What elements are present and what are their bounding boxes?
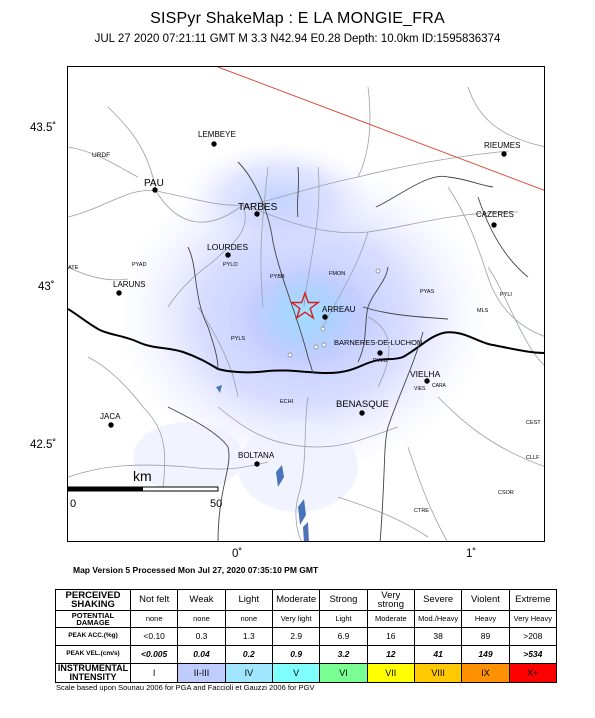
map-canvas (68, 67, 545, 542)
event-info: JUL 27 2020 07:21:11 GMT M 3.3 N42.94 E0.28 Depth: 10.0km ID:1595836374 (94, 33, 501, 45)
shaking-cell: Moderate (272, 590, 319, 611)
intensity-legend (55, 589, 557, 683)
damage-cell: none (225, 611, 272, 628)
station-echi: ECHI (280, 399, 294, 405)
pga-cell: 38 (414, 628, 461, 646)
damage-cell: Moderate (367, 611, 414, 628)
city-arreau: ARREAU (322, 305, 356, 314)
shaking-cell: Not felt (131, 590, 178, 611)
station-urdf: URDF (92, 152, 111, 159)
shakemap-panel (67, 66, 545, 542)
legend-row-header: PERCEIVED SHAKING (56, 590, 131, 611)
station-pyad: PYAD (132, 262, 147, 268)
pgv-cell: >534 (509, 646, 556, 664)
city-dot (116, 290, 121, 295)
city-cazeres: CAZERES (476, 210, 514, 219)
city-dot (211, 141, 216, 146)
city-dot (377, 350, 382, 355)
city-tarbes: TARBES (238, 202, 278, 213)
shaking-cell: Violent (462, 590, 509, 611)
intensity-cell: VII (367, 664, 414, 683)
station-ate: ATE (68, 265, 79, 271)
shaking-cell: Strong (320, 590, 367, 611)
legend-row-header: PEAK ACC.(%g) (56, 628, 131, 646)
station-csor: CSOR (498, 490, 514, 496)
city-lembeye: LEMBEYE (198, 130, 236, 139)
station-cara: CARA (432, 383, 446, 389)
pga-cell: 0.3 (178, 628, 225, 646)
scale-unit: km (133, 468, 152, 484)
lat-label-43-5: 43.5˚ (30, 122, 57, 134)
station-pyli: PYLI (500, 292, 512, 298)
pgv-cell: 41 (414, 646, 461, 664)
shaking-cell: Light (225, 590, 272, 611)
intensity-cell: VIII (414, 664, 461, 683)
city-dot (225, 252, 230, 257)
intensity-cell: I (131, 664, 178, 683)
pga-cell: 2.9 (272, 628, 319, 646)
station-pybb: PYBB (270, 274, 285, 280)
shaking-cell: Weak (178, 590, 225, 611)
damage-cell: Mod./Heavy (414, 611, 461, 628)
legend-row-header: INSTRUMENTAL INTENSITY (56, 664, 131, 683)
city-dot (108, 422, 113, 427)
damage-cell: Very Heavy (509, 611, 556, 628)
damage-cell: Heavy (462, 611, 509, 628)
pgv-cell: 3.2 (320, 646, 367, 664)
lon-label-1: 1˚ (466, 548, 477, 560)
station-pyas: PYAS (420, 289, 435, 295)
city-dot (254, 461, 259, 466)
intensity-cell: II-III (178, 664, 225, 683)
pgv-cell: 149 (462, 646, 509, 664)
city-laruns: LARUNS (113, 280, 146, 289)
intensity-cell: V (272, 664, 319, 683)
station-mls: MLS (477, 308, 489, 314)
shaking-cell: Severe (414, 590, 461, 611)
lat-label-43: 43˚ (38, 281, 55, 293)
city-vielha: VIELHA (410, 369, 441, 379)
pga-cell: >208 (509, 628, 556, 646)
pgv-cell: 0.2 (225, 646, 272, 664)
scale-reference-note: Scale based upon Sounau 2006 for PGA and Faccioli et Gauzzi 2006 for PGV (56, 683, 315, 692)
damage-cell: none (131, 611, 178, 628)
city-benasque: BENASQUE (336, 399, 389, 410)
station-fmon: FMON (329, 271, 346, 277)
city-dot (322, 314, 327, 319)
city-dot (424, 378, 429, 383)
city-pau: PAU (144, 178, 164, 189)
intensity-cell: IX (462, 664, 509, 683)
map-version: Map Version 5 Processed Mon Jul 27, 2020 07:35:10 PM GMT (73, 565, 319, 575)
city-rieumes: RIEUMES (484, 141, 521, 150)
city-lourdes: LOURDES (207, 242, 249, 252)
pgv-cell: <0.005 (131, 646, 178, 664)
station-ctre: CTRE (414, 508, 429, 514)
damage-cell: Very light (272, 611, 319, 628)
pga-cell: 16 (367, 628, 414, 646)
city-dot (359, 410, 364, 415)
pga-cell: 89 (462, 628, 509, 646)
intensity-cell: IV (225, 664, 272, 683)
city-barneres-de-luchon: BARNERES-DE-LUCHON (334, 338, 423, 347)
map-title: SISPyr ShakeMap : E LA MONGIE_FRA (150, 10, 445, 27)
intensity-cell: VI (320, 664, 367, 683)
legend-row-header: PEAK VEL.(cm/s) (56, 646, 131, 664)
legend-row-header: POTENTIAL DAMAGE (56, 611, 131, 628)
lat-label-42-5: 42.5˚ (30, 439, 57, 451)
pgv-cell: 0.04 (178, 646, 225, 664)
shaking-cell: Extreme (509, 590, 556, 611)
shaking-cell: Very strong (367, 590, 414, 611)
pgv-cell: 12 (367, 646, 414, 664)
station-cllf: CLLF (526, 455, 540, 461)
station-pyls: PYLS (231, 336, 246, 342)
damage-cell: Light (320, 611, 367, 628)
city-dot (491, 222, 496, 227)
damage-cell: none (178, 611, 225, 628)
pga-cell: 1.3 (225, 628, 272, 646)
city-jaca: JACA (100, 412, 121, 421)
intensity-row (56, 664, 557, 683)
lon-label-0: 0˚ (232, 548, 243, 560)
pga-cell: <0.10 (131, 628, 178, 646)
station-pylu: PYLU (373, 358, 388, 364)
pga-cell: 6.9 (320, 628, 367, 646)
scale-right: 50 (210, 498, 223, 510)
pgv-cell: 0.9 (272, 646, 319, 664)
station-cest: CEST (526, 420, 541, 426)
city-dot (501, 151, 506, 156)
scale-left: 0 (70, 498, 77, 510)
city-boltana: BOLTANA (238, 451, 275, 460)
station-pylo: PYLO (223, 262, 238, 268)
intensity-cell: X+ (509, 664, 556, 683)
station-vies: VIES (414, 386, 426, 392)
